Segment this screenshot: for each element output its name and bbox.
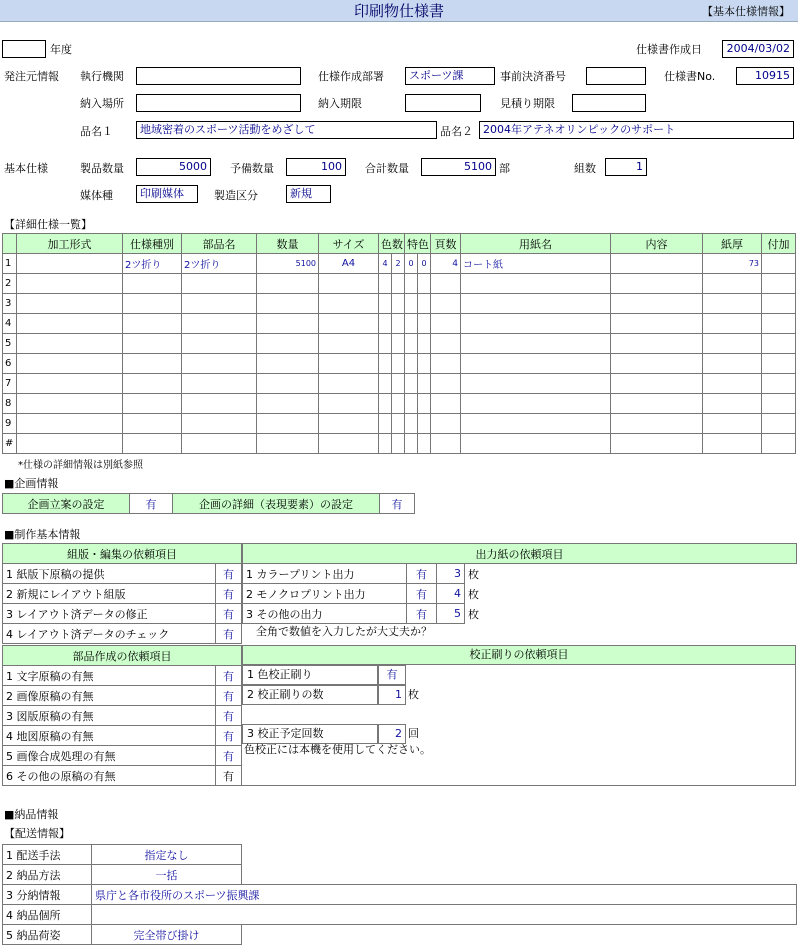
proof-plan-label: 3 校正予定回数: [242, 724, 378, 744]
output-item-count[interactable]: 3: [437, 564, 465, 584]
layout-item-value[interactable]: 有: [216, 584, 242, 604]
output-item-count[interactable]: 5: [437, 604, 465, 624]
proof-note[interactable]: 色校正には本機を使用してください。: [244, 743, 431, 756]
parts-item-label: 1 文字原稿の有無: [3, 666, 216, 686]
production-bottom-line: [2, 785, 796, 786]
cell-color-back[interactable]: 2: [392, 254, 405, 274]
name2-label: 品名２: [440, 125, 473, 138]
estimate-field[interactable]: [572, 94, 646, 112]
cell-special-back[interactable]: 0: [418, 254, 431, 274]
delivery-item-value[interactable]: 一括: [92, 865, 242, 885]
delivery-item-value[interactable]: 指定なし: [92, 845, 242, 865]
output-item-unit: 枚: [468, 607, 479, 621]
parts-item-value[interactable]: 有: [216, 726, 242, 746]
layout-item-value[interactable]: 有: [216, 624, 242, 644]
layout-requests-table: [2, 543, 242, 644]
media-label: 媒体種: [80, 189, 113, 202]
detail-title: 【詳細仕様一覧】: [4, 218, 92, 231]
row-index: #: [3, 434, 17, 454]
col-header-spec-type: 仕様種別: [123, 234, 182, 254]
year-label: 年度: [50, 43, 72, 56]
delivery-item-label: 3 分納情報: [3, 885, 92, 905]
sets-label: 組数: [574, 162, 596, 175]
list-item: [3, 706, 242, 726]
list-item: [243, 564, 797, 584]
row-index: 5: [3, 334, 17, 354]
basic-section-label: 基本仕様: [4, 162, 48, 175]
list-item: [3, 624, 242, 644]
deadline-label: 納入期限: [318, 97, 362, 110]
list-item: [3, 666, 242, 686]
detail-note: *仕様の詳細情報は別紙参照: [18, 460, 143, 471]
list-item: [3, 905, 797, 925]
row-index: 1: [3, 254, 17, 274]
row-index: 7: [3, 374, 17, 394]
proof-count-unit: 枚: [408, 688, 419, 701]
cell-color-front[interactable]: 4: [379, 254, 392, 274]
table-row: [3, 374, 796, 394]
cell-content[interactable]: [611, 254, 703, 274]
parts-item-value[interactable]: 有: [216, 666, 242, 686]
cell-process[interactable]: [17, 254, 123, 274]
cell-pages[interactable]: 4: [431, 254, 461, 274]
created-date-field[interactable]: 2004/03/02: [722, 40, 794, 58]
col-header-extra: 付加: [762, 234, 796, 254]
proof-color-label: 1 色校正刷り: [242, 665, 378, 685]
plan-setting-label: 企画立案の設定: [3, 494, 130, 514]
row-index: 6: [3, 354, 17, 374]
parts-item-label: 5 画像合成処理の有無: [3, 746, 216, 766]
cell-qty[interactable]: 5100: [257, 254, 319, 274]
total-unit: 部: [499, 162, 510, 175]
list-item: [3, 885, 797, 905]
list-item: [3, 865, 797, 885]
col-header-content: 内容: [611, 234, 703, 254]
delivery-item-label: 5 納品荷姿: [3, 925, 92, 945]
row-index: 9: [3, 414, 17, 434]
delivery-place-label: 納入場所: [80, 97, 124, 110]
proof-plan-unit: 回: [408, 727, 419, 740]
col-header-paper: 用紙名: [461, 234, 611, 254]
col-header-qty: 数量: [257, 234, 319, 254]
total-field[interactable]: 5100: [421, 158, 496, 176]
list-item: [3, 564, 242, 584]
delivery-place-field[interactable]: [136, 94, 301, 112]
list-item: [3, 584, 242, 604]
layout-requests-header: 組版・編集の依頼項目: [3, 544, 242, 564]
cell-extra[interactable]: [762, 254, 796, 274]
proof-count-label: 2 校正刷りの数: [242, 685, 378, 705]
delivery-item-label: 1 配送手法: [3, 845, 92, 865]
list-item: [3, 726, 242, 746]
col-header-thickness: 紙厚: [703, 234, 762, 254]
output-item-value[interactable]: 有: [407, 584, 437, 604]
row-index: 3: [3, 294, 17, 314]
title-bar: [0, 0, 798, 22]
spec-no-field[interactable]: 10915: [736, 67, 794, 85]
planning-table: [2, 493, 415, 514]
delivery-item-value[interactable]: 県庁と各市役所のスポーツ振興課: [92, 885, 797, 905]
dept-label: 仕様作成部署: [318, 70, 384, 83]
deadline-field[interactable]: [405, 94, 481, 112]
layout-item-label: 1 紙版下原稿の提供: [3, 564, 216, 584]
proof-requests-header: 校正刷りの依頼項目: [242, 645, 796, 665]
proof-color-value[interactable]: 有: [378, 665, 406, 685]
total-label: 合計数量: [365, 162, 409, 175]
parts-requests-table: [2, 645, 242, 786]
table-row: [3, 334, 796, 354]
table-row: [3, 394, 796, 414]
col-header-special: 特色: [405, 234, 431, 254]
approval-field[interactable]: [586, 67, 646, 85]
parts-requests-header: 部品作成の依頼項目: [3, 646, 242, 666]
name2-field[interactable]: 2004年アテネオリンピックのサポート: [479, 121, 794, 139]
name1-field[interactable]: 地域密着のスポーツ活動をめざして: [136, 121, 437, 139]
parts-item-value[interactable]: 有: [216, 686, 242, 706]
org-field[interactable]: [136, 67, 301, 85]
delivery-item-value[interactable]: 完全帯び掛け: [92, 925, 242, 945]
table-row: [3, 434, 796, 454]
output-item-unit: 枚: [468, 587, 479, 601]
table-row: [3, 274, 796, 294]
layout-item-label: 4 レイアウト済データのチェック: [3, 624, 216, 644]
parts-item-label: 2 画像原稿の有無: [3, 686, 216, 706]
org-label: 執行機関: [80, 70, 124, 83]
list-item: [3, 746, 242, 766]
table-row: [3, 414, 796, 434]
spare-field[interactable]: 100: [286, 158, 346, 176]
output-requests-table: [242, 543, 797, 624]
output-item-label: 3 その他の出力: [243, 604, 407, 624]
list-item: [243, 584, 797, 604]
mfg-field[interactable]: 新規: [286, 185, 331, 203]
output-requests-header: 出力紙の依頼項目: [243, 544, 797, 564]
proof-plan-value[interactable]: 2: [378, 724, 406, 744]
row-index: 4: [3, 314, 17, 334]
table-row: [3, 254, 796, 274]
list-item: [3, 604, 242, 624]
parts-item-value[interactable]: 有: [216, 706, 242, 726]
page-title: 印刷物仕様書: [353, 2, 444, 20]
parts-item-label: 3 図版原稿の有無: [3, 706, 216, 726]
cell-spec-type[interactable]: 2ツ折り: [123, 254, 182, 274]
row-index: 2: [3, 274, 17, 294]
list-item: [3, 686, 242, 706]
output-item-label: 1 カラープリント出力: [243, 564, 407, 584]
cell-paper[interactable]: コート紙: [461, 254, 611, 274]
layout-item-label: 2 新規にレイアウト組版: [3, 584, 216, 604]
delivery-subtitle: 【配送情報】: [4, 827, 70, 840]
qty-label: 製品数量: [80, 162, 124, 175]
media-field[interactable]: 印刷媒体: [136, 185, 198, 203]
layout-item-label: 3 レイアウト済データの修正: [3, 604, 216, 624]
table-row: [3, 314, 796, 334]
plan-setting-value[interactable]: 有: [130, 494, 173, 514]
mfg-label: 製造区分: [214, 189, 258, 202]
col-header-part: 部品名: [182, 234, 257, 254]
delivery-item-value[interactable]: [92, 905, 797, 925]
detail-header-row: [3, 234, 796, 254]
proof-count-value[interactable]: 1: [378, 685, 406, 705]
planning-section-label: ■企画情報: [4, 477, 59, 490]
parts-item-value[interactable]: 有: [216, 746, 242, 766]
col-header-colors: 色数: [379, 234, 405, 254]
cell-size[interactable]: A4: [319, 254, 379, 274]
list-item: [243, 604, 797, 624]
list-item: [3, 766, 242, 786]
delivery-table: [2, 844, 797, 945]
output-item-unit: 枚: [468, 567, 479, 581]
layout-item-value[interactable]: 有: [216, 564, 242, 584]
output-item-value[interactable]: 有: [407, 604, 437, 624]
col-header-index: [3, 234, 17, 254]
name1-label: 品名１: [80, 125, 113, 138]
parts-item-label: 4 地図原稿の有無: [3, 726, 216, 746]
plan-detail-label: 企画の詳細（表現要素）の設定: [173, 494, 380, 514]
output-note[interactable]: 全角で数値を入力したが大丈夫か？: [256, 625, 432, 638]
approval-label: 事前決済番号: [500, 70, 566, 83]
col-header-size: サイズ: [319, 234, 379, 254]
layout-item-value[interactable]: 有: [216, 604, 242, 624]
plan-detail-value[interactable]: 有: [380, 494, 415, 514]
created-date-label: 仕様書作成日: [636, 43, 702, 56]
year-field[interactable]: [2, 40, 46, 58]
table-row: [3, 294, 796, 314]
spare-label: 予備数量: [230, 162, 274, 175]
output-item-label: 2 モノクロプリント出力: [243, 584, 407, 604]
production-section-label: ■制作基本情報: [4, 528, 81, 541]
parts-item-value[interactable]: 有: [216, 766, 242, 786]
spec-no-label: 仕様書No.: [664, 70, 716, 83]
title-tag: 【基本仕様情報】: [702, 5, 790, 18]
delivery-item-label: 4 納品個所: [3, 905, 92, 925]
delivery-section-label: ■納品情報: [4, 808, 59, 821]
qty-field[interactable]: 5000: [136, 158, 211, 176]
list-item: [3, 845, 797, 865]
parts-item-label: 6 その他の原稿の有無: [3, 766, 216, 786]
cell-part[interactable]: 2ツ折り: [182, 254, 257, 274]
cell-special-front[interactable]: 0: [405, 254, 418, 274]
sets-field[interactable]: 1: [605, 158, 647, 176]
delivery-item-label: 2 納品方法: [3, 865, 92, 885]
output-item-value[interactable]: 有: [407, 564, 437, 584]
table-row: [3, 354, 796, 374]
detail-table: [2, 233, 796, 454]
orderer-section-label: 発注元情報: [4, 70, 59, 83]
estimate-label: 見積り期限: [500, 97, 555, 110]
dept-field[interactable]: スポーツ課: [405, 67, 495, 85]
col-header-pages: 頁数: [431, 234, 461, 254]
output-item-count[interactable]: 4: [437, 584, 465, 604]
cell-thickness[interactable]: 73: [703, 254, 762, 274]
row-index: 8: [3, 394, 17, 414]
production-right-border: [795, 665, 796, 785]
col-header-process: 加工形式: [17, 234, 123, 254]
